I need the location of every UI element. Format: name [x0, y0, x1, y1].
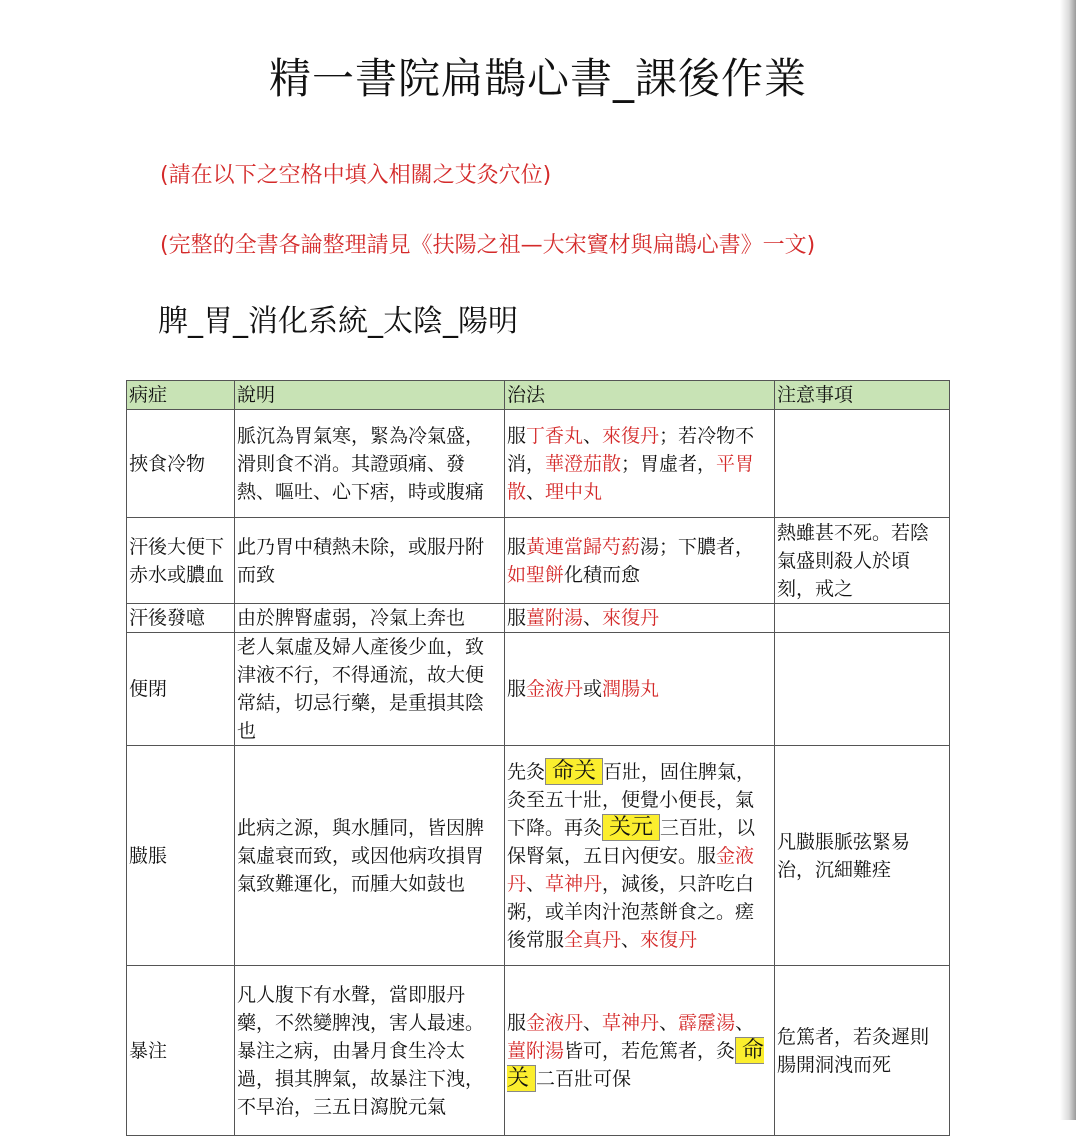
remedy-name: 來復丹 [602, 607, 660, 629]
remedy-name: 理中丸 [545, 480, 603, 503]
notes-cell: 凡臌脹脈弦緊易治，沉細難痊 [775, 746, 950, 966]
treatment-cell [505, 604, 775, 633]
notes-cell [775, 604, 950, 633]
remedy-name: 金液丹 [526, 678, 584, 700]
treatment-text: 、 [526, 480, 546, 503]
remedy-name: 金液丹 [507, 844, 755, 895]
disease-cell: 暴注 [127, 966, 235, 1136]
disease-cell: 挾食冷物 [127, 410, 235, 518]
remedy-name: 丁香丸 [526, 424, 584, 447]
treatment-text: ；若冷物不消， [507, 424, 755, 475]
reference-note: (完整的全書各論整理請見《扶陽之祖—大宋竇材與扁鵲心書》一文) [160, 233, 816, 258]
treatment-cell [505, 633, 775, 746]
description-cell: 脈沉為胃氣寒，緊為冷氣盛，滑則食不消。其證頭痛、發熱、嘔吐、心下痞，時或腹痛 [235, 410, 505, 518]
header-disease: 病症 [127, 381, 235, 410]
treatment-text: 服 [507, 1011, 527, 1034]
remedy-name: 潤腸丸 [602, 678, 660, 700]
acupoint-highlight: 命关 [545, 758, 603, 785]
table-row [127, 966, 950, 1136]
section-title: 脾_胃_消化系統_太陰_陽明 [158, 304, 518, 339]
header-description: 說明 [235, 381, 505, 410]
description-cell: 凡人腹下有水聲，當即服丹藥，不然變脾洩，害人最速。暴注之病，由暑月食生冷太過，損其脾氣，故暴注下洩，不早治，三五日瀉脫元氣 [235, 966, 505, 1136]
description-cell: 由於脾腎虛弱，冷氣上奔也 [235, 604, 505, 633]
disease-cell: 臌脹 [127, 746, 235, 966]
homework-table [126, 380, 950, 1136]
table-header-row [127, 381, 950, 410]
notes-cell [775, 633, 950, 746]
remedy-name: 來復丹 [602, 424, 660, 447]
treatment-text: 、 [526, 872, 546, 895]
description-cell: 老人氣虛及婦人產後少血，致津液不行，不得通流，故大便常結，切忌行藥，是重損其陰也 [235, 633, 505, 746]
table-row [127, 518, 950, 604]
remedy-name: 黃連當歸芍葯 [526, 535, 641, 558]
treatment-cell [505, 518, 775, 604]
treatment-text: ；胃虛者， [621, 452, 717, 475]
treatment-text: 湯；下膿者， [640, 535, 755, 558]
treatment-text: 服 [507, 678, 527, 700]
treatment-cell [505, 746, 775, 966]
page-edge-shadow [1060, 0, 1076, 1120]
disease-cell: 便閉 [127, 633, 235, 746]
remedy-name: 草神丹 [545, 872, 603, 895]
treatment-text: 、 [583, 607, 603, 629]
treatment-text: 、 [735, 1011, 755, 1034]
remedy-name: 全真丹 [564, 928, 622, 951]
header-notes: 注意事項 [775, 381, 950, 410]
treatment-text: 、 [621, 928, 641, 951]
remedy-name: 華澄茄散 [545, 452, 622, 475]
treatment-cell [505, 966, 775, 1136]
table-row [127, 746, 950, 966]
treatment-text: 皆可，若危篤者，灸 [564, 1039, 736, 1062]
remedy-name: 如聖餅 [507, 563, 565, 586]
treatment-text: 、 [583, 424, 603, 447]
remedy-name: 薑附湯 [526, 607, 584, 629]
remedy-name: 來復丹 [640, 928, 698, 951]
remedy-name: 草神丹 [602, 1011, 660, 1034]
remedy-name: 金液丹 [526, 1011, 584, 1034]
disease-cell: 汗後發噫 [127, 604, 235, 633]
notes-cell: 熱雖甚不死。若陰氣盛則殺人於頃刻，戒之 [775, 518, 950, 604]
disease-cell: 汗後大便下赤水或膿血 [127, 518, 235, 604]
description-cell: 此乃胃中積熱未除，或服丹附而致 [235, 518, 505, 604]
table-row [127, 410, 950, 518]
treatment-text: 、 [583, 1011, 603, 1034]
notes-cell: 危篤者，若灸遲則腸開洞洩而死 [775, 966, 950, 1136]
remedy-name: 薑附湯 [507, 1039, 565, 1062]
document-title: 精一書院扁鵲心書_課後作業 [268, 54, 807, 103]
header-treatment: 治法 [505, 381, 775, 410]
acupoint-highlight: 关元 [602, 814, 660, 841]
notes-cell [775, 410, 950, 518]
treatment-cell [505, 410, 775, 518]
instruction-note: (請在以下之空格中填入相關之艾灸穴位) [160, 163, 552, 188]
remedy-name: 霹靂湯 [678, 1011, 736, 1034]
treatment-text: 化積而愈 [564, 563, 641, 586]
treatment-text: 服 [507, 535, 527, 558]
treatment-text: 百壯，固住脾氣，灸至五十壯，便覺小便長，氣下降。再灸 [507, 760, 756, 839]
treatment-text: 、 [659, 1011, 679, 1034]
table-row [127, 633, 950, 746]
treatment-text: ，減後，只許吃白粥，或羊肉汁泡蒸餅食之。瘥後常服 [507, 872, 755, 951]
remedy-name: 平胃散 [507, 452, 755, 503]
treatment-text: 或 [583, 678, 603, 700]
treatment-text: 三百壯，以保腎氣，五日內便安。服 [507, 816, 756, 867]
acupoint-highlight: 命关 [507, 1037, 765, 1091]
treatment-text: 二百壯可保 [536, 1067, 632, 1090]
description-cell: 此病之源，與水腫同，皆因脾氣虛衰而致，或因他病攻損胃氣致難運化，而腫大如鼓也 [235, 746, 505, 966]
treatment-text: 服 [507, 607, 527, 629]
treatment-text: 服 [507, 424, 527, 447]
treatment-text: 先灸 [507, 760, 546, 783]
table-row [127, 604, 950, 633]
